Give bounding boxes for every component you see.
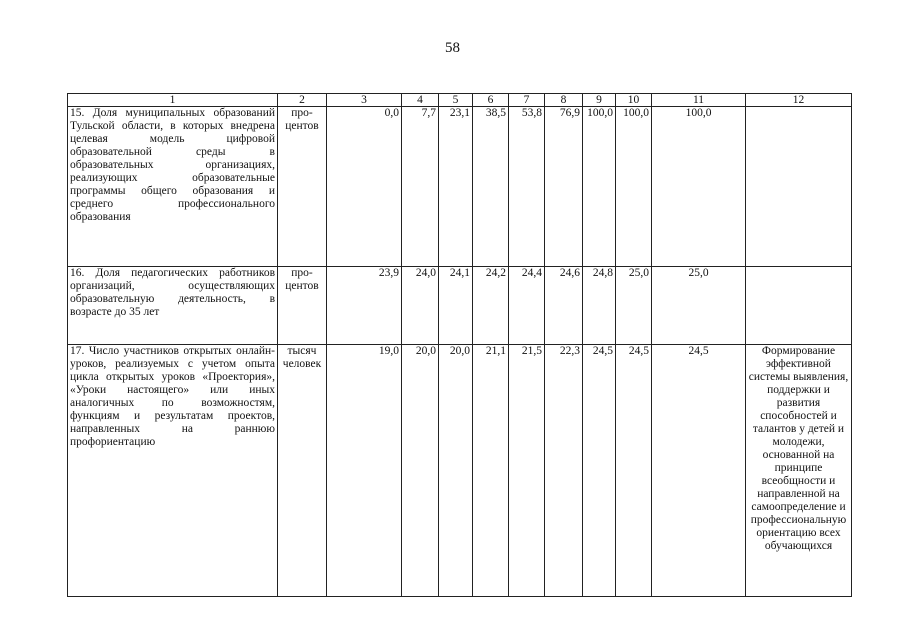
value-cell-col11: 24,5 [652, 345, 746, 597]
indicators-table [67, 93, 852, 597]
table-row [68, 345, 852, 597]
value-cell: 100,0 [583, 107, 616, 267]
header-cell-8: 8 [545, 94, 583, 107]
value-cell: 24,8 [583, 267, 616, 345]
value-cell: 100,0 [616, 107, 652, 267]
value-cell: 20,0 [439, 345, 473, 597]
header-cell-5: 5 [439, 94, 473, 107]
value-cell: 23,1 [439, 107, 473, 267]
indicator-description [68, 267, 278, 345]
value-cell: 24,6 [545, 267, 583, 345]
value-cell: 53,8 [509, 107, 545, 267]
header-cell-10: 10 [616, 94, 652, 107]
header-cell-3: 3 [327, 94, 402, 107]
goal-cell [746, 107, 852, 267]
value-cell: 19,0 [327, 345, 402, 597]
row-number: 17. [70, 345, 85, 357]
unit-cell [278, 345, 327, 597]
header-cell-1: 1 [68, 94, 278, 107]
row-text: Доля педагогических работников организаций, осуществляющих образовательную деятельность, в возрасте до 35 лет [70, 267, 275, 318]
header-cell-7: 7 [509, 94, 545, 107]
row-number: 16. [70, 267, 85, 279]
header-cell-4: 4 [402, 94, 439, 107]
header-cell-6: 6 [473, 94, 509, 107]
value-cell: 25,0 [616, 267, 652, 345]
unit-line: центов [285, 120, 319, 132]
unit-line: центов [285, 280, 319, 292]
header-cell-2: 2 [278, 94, 327, 107]
unit-line: человек [282, 358, 322, 370]
unit-cell [278, 267, 327, 345]
goal-cell [746, 267, 852, 345]
unit-cell [278, 107, 327, 267]
value-cell: 24,5 [616, 345, 652, 597]
value-cell: 24,1 [439, 267, 473, 345]
header-cell-9: 9 [583, 94, 616, 107]
unit-line: тысяч [287, 345, 317, 357]
value-cell: 23,9 [327, 267, 402, 345]
indicator-description [68, 345, 278, 597]
header-row [68, 94, 852, 107]
value-cell: 76,9 [545, 107, 583, 267]
value-cell-col11: 100,0 [652, 107, 746, 267]
value-cell: 22,3 [545, 345, 583, 597]
row-text: Число участников открытых онлайн-уроков, реализуемых с учетом опыта цикла открытых уроков «Проектория», «Уроки настоящего» или иных аналогичных по возможностям, функциям и результатам проектов, направленных на раннюю профориентацию [70, 345, 275, 448]
value-cell: 24,4 [509, 267, 545, 345]
unit-line: про- [291, 267, 313, 279]
value-cell: 21,1 [473, 345, 509, 597]
value-cell: 7,7 [402, 107, 439, 267]
table-row [68, 267, 852, 345]
row-text: Доля муниципальных образований Тульской области, в которых внедрена целевая модель цифровой образовательной среды в образовательных организациях, реализующих образовательные программы общего образования и среднего профессионального образования [70, 107, 276, 223]
page-number: 58 [445, 40, 460, 56]
value-cell: 24,0 [402, 267, 439, 345]
goal-cell: Формирование эффективной системы выявления, поддержки и развития способностей и талантов у детей и молодежи, основанной на принципе всеобщности и направленной на самоопределение и профессиональную ориентацию всех обучающихся [746, 345, 852, 597]
value-cell-col11: 25,0 [652, 267, 746, 345]
indicator-description [68, 107, 278, 267]
header-cell-11: 11 [652, 94, 746, 107]
row-number: 15. [70, 107, 85, 119]
value-cell: 21,5 [509, 345, 545, 597]
value-cell: 20,0 [402, 345, 439, 597]
value-cell: 24,2 [473, 267, 509, 345]
value-cell: 38,5 [473, 107, 509, 267]
unit-line: про- [291, 107, 313, 119]
table-row [68, 107, 852, 267]
header-cell-12: 12 [746, 94, 852, 107]
value-cell: 0,0 [327, 107, 402, 267]
value-cell: 24,5 [583, 345, 616, 597]
